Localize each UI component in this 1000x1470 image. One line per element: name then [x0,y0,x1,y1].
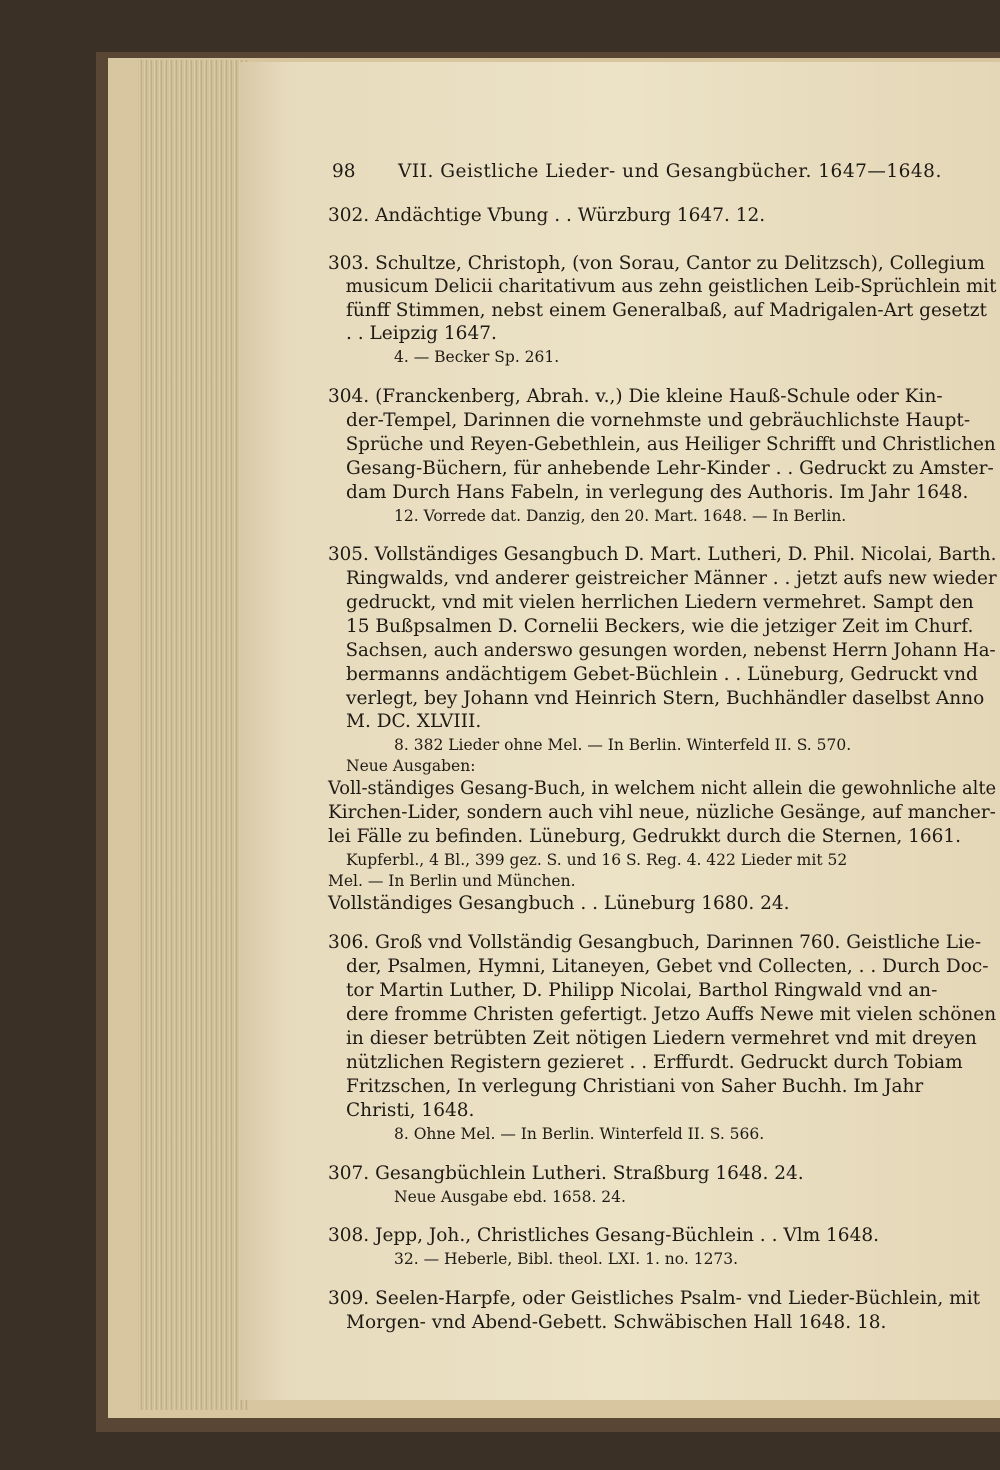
entry-303-line-1: 303. Schultze, Christoph, (von Sorau, Cantor zu Delitzsch), Collegium [328,253,985,274]
entry-305-line-4: 15 Bußpsalmen D. Cornelii Beckers, wie die jetziger Zeit im Churf. [346,616,974,637]
entry-306-line-3: tor Martin Luther, D. Philipp Nicolai, Barthol Ringwald vnd an- [346,980,938,1001]
entry-305-line-3: gedruckt, vnd mit vielen herrlichen Liedern vermehret. Sampt den [346,592,974,613]
entry-304-line-4: Gesang-Büchern, für anhebende Lehr-Kinder . . Gedruckt zu Amster- [346,458,994,479]
entry-307-line-1: 307. Gesangbüchlein Lutheri. Straßburg 1648. 24. [328,1163,804,1184]
entry-305-line-1: 305. Vollständiges Gesangbuch D. Mart. Lutheri, D. Phil. Nicolai, Barth. [328,544,997,565]
entry-304-line-3: Sprüche und Reyen-Gebethlein, aus Heiliger Schrifft und Christlichen [345,434,996,455]
entry-304-line-1: 304. (Franckenberg, Abrah. v.,) Die kleine Hauß-Schule oder Kin- [328,386,943,407]
entry-306-line-8: Christi, 1648. [346,1100,475,1121]
entry-306-line-2: der, Psalmen, Hymni, Litaneyen, Gebet vnd Collecten, . . Durch Doc- [346,956,989,977]
entry-305-line-7: verlegt, bey Johann vnd Heinrich Stern, Buchhändler daselbst Anno [346,688,985,709]
entry-306-line-7: Fritzschen, In verlegung Christiani von Saher Buchh. Im Jahr [346,1076,924,1097]
entry-305-edition-2: Vollständiges Gesangbuch . . Lüneburg 1680. 24. [328,893,790,914]
running-header: VII. Geistliche Lieder- und Gesangbücher. 1647—1648. [398,161,942,182]
entry-303-note: 4. — Becker Sp. 261. [394,348,560,366]
entry-306-line-1: 306. Groß vnd Vollständig Gesangbuch, Darinnen 760. Geistliche Lie- [328,932,982,953]
entry-308-line-1: 308. Jepp, Joh., Christliches Gesang-Büchlein . . Vlm 1648. [328,1225,879,1246]
page-number: 98 [332,161,356,182]
entry-304-line-2: der-Tempel, Darinnen die vornehmste und gebräuchlichste Haupt- [346,410,971,431]
entry-303-line-3: fünff Stimmen, nebst einem Generalbaß, auf Madrigalen-Art gesetzt [346,300,987,321]
entry-307-note: Neue Ausgabe ebd. 1658. 24. [394,1188,626,1206]
entry-306-line-5: in dieser betrübten Zeit nötigen Liedern vermehret vnd mit dreyen [346,1028,977,1049]
entry-303-line-4: . . Leipzig 1647. [346,323,497,344]
entry-302-line-1: 302. Andächtige Vbung . . Würzburg 1647. 12. [328,205,766,226]
entry-306-line-6: nützlichen Registern gezieret . . Erffurdt. Gedruckt durch Tobiam [346,1052,963,1073]
entry-306-line-4: dere fromme Christen gefertigt. Jetzo Auffs Newe mit vielen schönen [346,1004,997,1025]
entry-305-subheading: Neue Ausgaben: [346,757,476,775]
entry-309-line-2: Morgen- vnd Abend-Gebett. Schwäbischen Hall 1648. 18. [346,1312,887,1333]
entry-305-edition-1-note-2: Mel. — In Berlin und München. [328,872,576,890]
entry-304-line-5: dam Durch Hans Fabeln, in verlegung des Authoris. Im Jahr 1648. [346,482,969,503]
page-edges [138,60,248,1410]
entry-305-line-8: M. DC. XLVIII. [346,711,482,732]
entry-305-line-5: Sachsen, auch anderswo gesungen worden, nebenst Herrn Johann Ha- [345,640,996,661]
entry-309-line-1: 309. Seelen-Harpfe, oder Geistliches Psalm- vnd Lieder-Büchlein, mit [328,1288,981,1309]
entry-305-line-6: bermanns andächtigem Gebet-Büchlein . . Lüneburg, Gedruckt vnd [346,664,978,685]
entry-305-line-2: Ringwalds, vnd anderer geistreicher Männer . . jetzt aufs new wieder [345,568,997,589]
entry-306-note: 8. Ohne Mel. — In Berlin. Winterfeld II. S. 566. [394,1125,765,1143]
entry-305-edition-1-note-1: Kupferbl., 4 Bl., 399 gez. S. und 16 S. Reg. 4. 422 Lieder mit 52 [346,851,848,869]
entry-305-edition-1-line-2: Kirchen-Lider, sondern auch vihl neue, nüzliche Gesänge, auf mancher- [328,802,996,823]
entry-304-note: 12. Vorrede dat. Danzig, den 20. Mart. 1648. — In Berlin. [394,507,847,525]
entry-305-note: 8. 382 Lieder ohne Mel. — In Berlin. Winterfeld II. S. 570. [394,736,852,754]
entry-303-line-2: musicum Delicii charitativum aus zehn geistlichen Leib-Sprüchlein mit [345,276,997,297]
entry-305-edition-1-line-1: Voll-ständiges Gesang-Buch, in welchem nicht allein die gewohnliche alte [328,778,997,799]
entry-308-note: 32. — Heberle, Bibl. theol. LXI. 1. no. 1273. [394,1250,739,1268]
entry-305-edition-1-line-3: lei Fälle zu befinden. Lüneburg, Gedrukkt durch die Sternen, 1661. [328,826,962,847]
